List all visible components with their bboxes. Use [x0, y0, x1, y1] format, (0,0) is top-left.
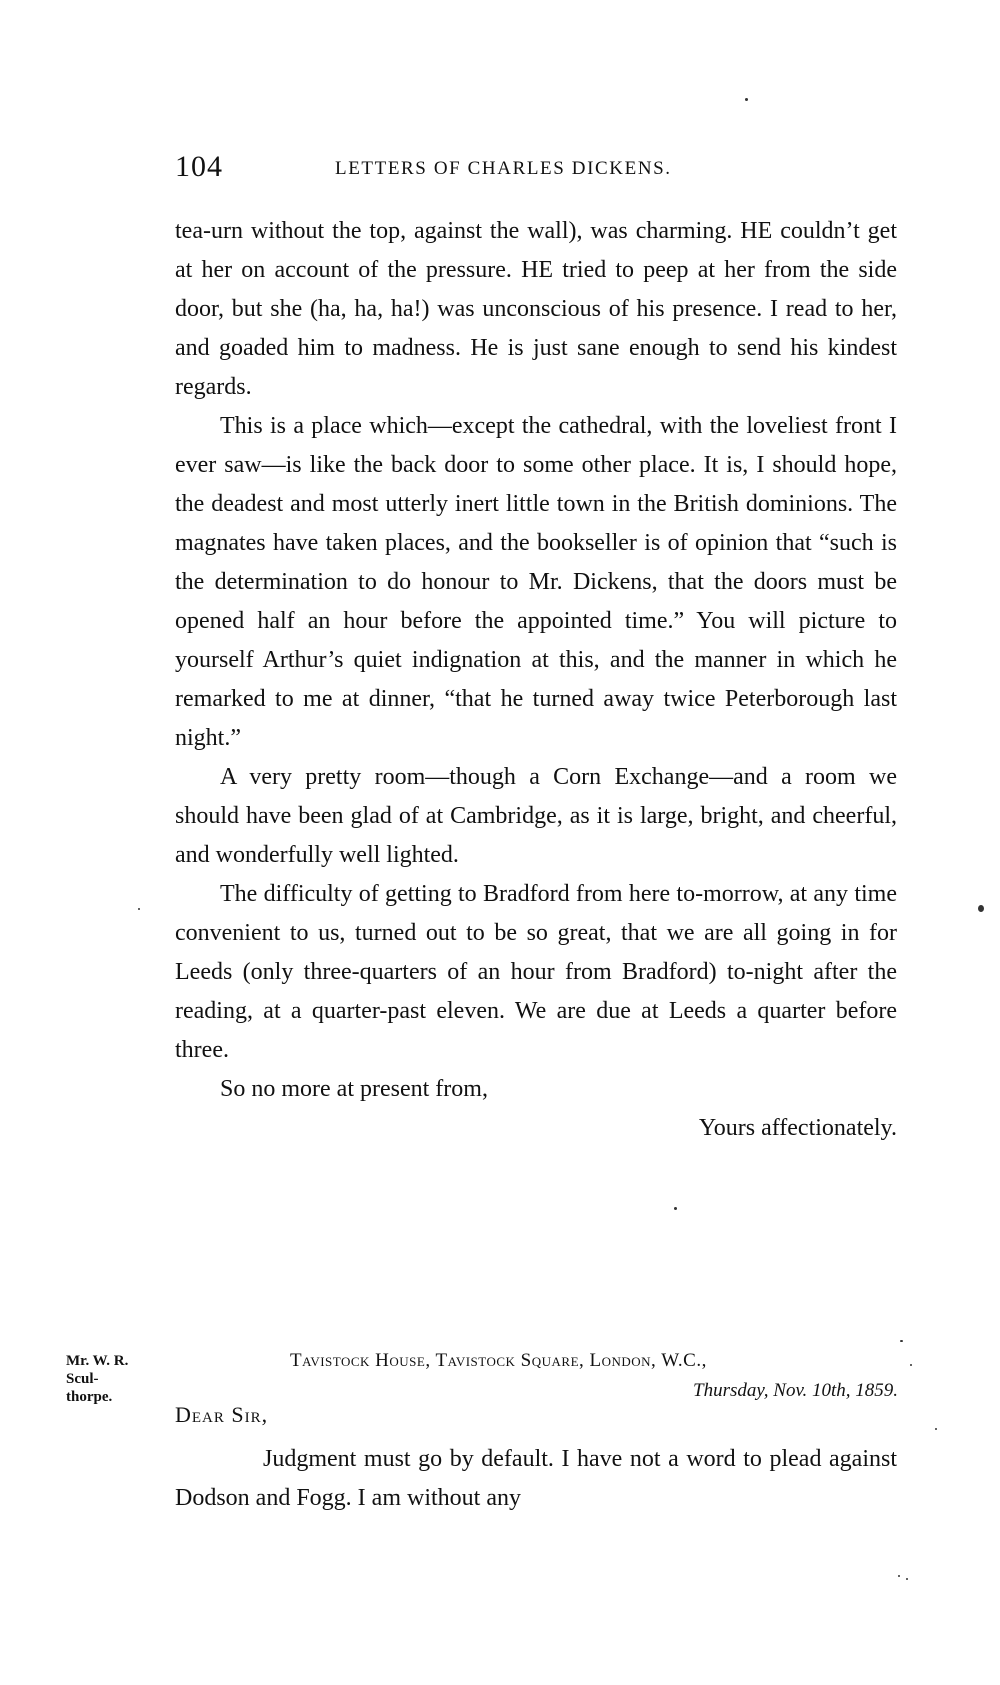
letter-address: Tavistock House, Tavistock Square, London, W.C.,	[290, 1350, 707, 1371]
scan-speck	[935, 1428, 937, 1430]
running-head	[175, 150, 895, 190]
scan-speck	[898, 1575, 900, 1577]
scan-speck	[906, 1578, 908, 1580]
signoff: So no more at present from,	[220, 1076, 488, 1102]
scan-speck	[745, 98, 748, 101]
scan-speck	[910, 1364, 912, 1366]
letter-date: Thursday, Nov. 10th, 1859.	[693, 1380, 898, 1401]
margin-note-line: Mr. W. R.	[66, 1353, 129, 1369]
letter-body: Judgment must go by default. I have not a word to plead against Dodson and Fogg. I am without any	[175, 1446, 897, 1511]
paragraph: tea-urn without the top, against the wall), was charming. HE couldn’t get at her on account of the pressure. HE tried to peep at her from the side door, but she (ha, ha, ha!) was unconscious of his presence. I read to her, and goaded him to madness. He is just sane enough to send his kindest regards.	[175, 218, 897, 400]
paragraph: The difficulty of getting to Bradford from here to-morrow, at any time convenient to us, turned out to be so great, that we are all going in for Leeds (only three-quarters of an hour from Bradford) to-night after the reading, at a quarter-past eleven. We are due at Leeds a quarter before three.	[175, 881, 897, 1063]
margin-note-line: thorpe.	[66, 1389, 113, 1405]
paragraph: This is a place which—except the cathedral, with the loveliest front I ever saw—is like the back door to some other place. It is, I should hope, the deadest and most utterly inert little town in the British dominions. The magnates have taken places, and the bookseller is of opinion that “such is the determination to do honour to Mr. Dickens, that the doors must be opened half an hour before the appointed time.” You will picture to yourself Arthur’s quiet indignation at this, and the manner in which he remarked to me at dinner, “that he turned away twice Peterborough last night.”	[175, 413, 897, 751]
salutation: Dear Sir,	[175, 1402, 269, 1427]
margin-note-line: Scul-	[66, 1371, 99, 1387]
scan-speck	[138, 908, 140, 910]
margin-note	[66, 1352, 176, 1406]
scan-speck	[978, 905, 984, 912]
paragraph: A very pretty room—though a Corn Exchange—and a room we should have been glad of at Cambridge, as it is large, bright, and cheerful, and wonderfully well lighted.	[175, 764, 897, 868]
scan-speck	[674, 1207, 677, 1210]
page-number: 104	[175, 150, 223, 183]
scan-speck	[900, 1340, 903, 1342]
running-title: LETTERS OF CHARLES DICKENS.	[335, 158, 672, 179]
main-text	[175, 212, 897, 1148]
signature: Yours affectionately.	[698, 1115, 897, 1141]
